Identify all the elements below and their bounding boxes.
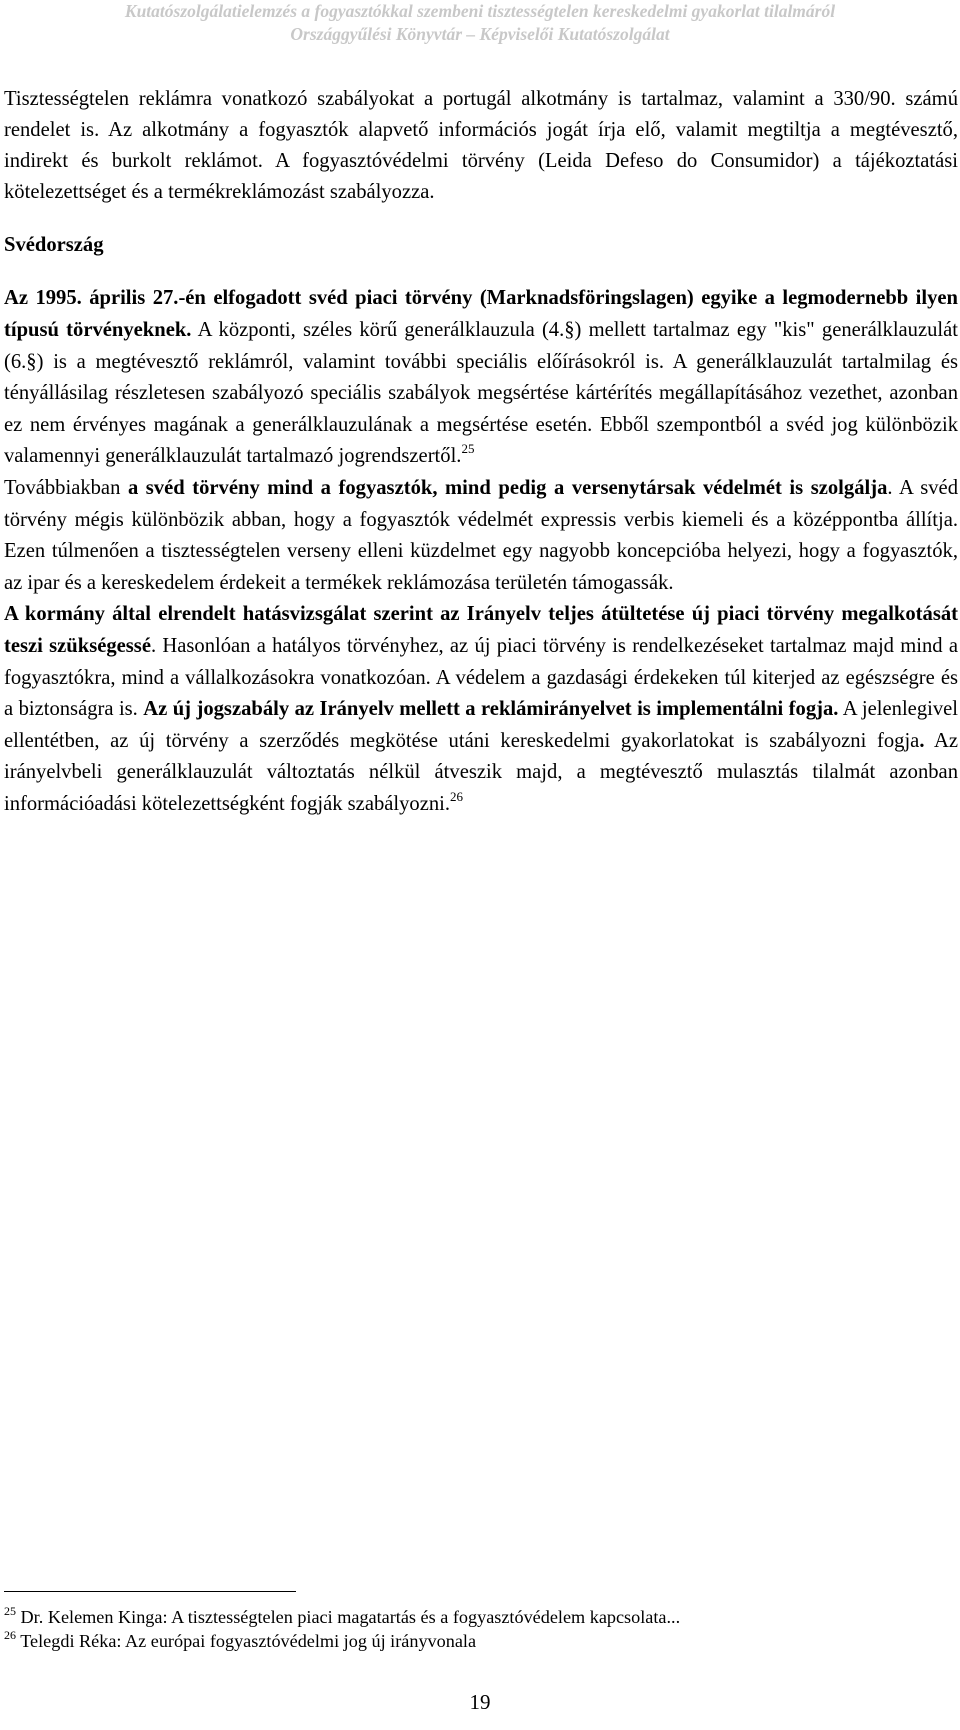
section-heading-sweden: Svédország (4, 234, 104, 257)
footnote-text: Telegdi Réka: Az európai fogyasztóvédelmi jog új irányvonala (16, 1631, 477, 1651)
sweden-p3-bold-1: A kormány által elrendelt hatásvizsgálat szerint az Irányelv teljes átültetése új piaci törvény megalkotását teszi szükségessé (4, 603, 958, 657)
footnotes (4, 1605, 958, 1653)
header-title: Kutatószolgálatielemzés a fogyasztókkal szembeni tisztességtelen kereskedelmi gyakorlat tilalmáról (124, 1, 836, 21)
running-header (0, 0, 960, 46)
header-subtitle: Országgyűlési Könyvtár – Képviselői Kutatószolgálat (290, 24, 670, 44)
sweden-paragraph-1 (4, 283, 958, 473)
sweden-p1-text: A központi, széles körű generálklauzula (4.§) mellett tartalmaz egy "kis" generálklauzulát (6.§) is a megtévesztő reklámról, valamint további speciális előírásokról is. A generálklauzulát tartalmilag és tényállásilag részletesen szabályozó speciális szabályok megsértése kártérítés megállapításához vezethet, azonban ez nem érvényes magának a generálklauzulának a megsértése esetén. Ebből szempontból a svéd jog különbözik valamennyi generálklauzulát tartalmazó jogrendszertől. (4, 319, 959, 468)
footnote-text: Dr. Kelemen Kinga: A tisztességtelen piaci magatartás és a fogyasztóvédelem kapcsolata... (16, 1607, 681, 1627)
sweden-paragraph-3 (4, 599, 958, 820)
footnote-25 (4, 1605, 958, 1629)
footnote-number: 26 (4, 1628, 16, 1642)
sweden-p3-text-1: . Hasonlóan a hatályos törvényhez, az új piaci törvény is rendelkezéseket tartalmaz majd mind a fogyasztókra, mind a vállalkozásokra vonatkozóan. A védelem a gazdasági érdekeken túl kiterjed az egészségre és a biztonságra is. (4, 635, 958, 721)
footnote-separator (4, 1591, 296, 1592)
sweden-p2-lead: Továbbiakban (4, 477, 128, 500)
footnote-number: 25 (4, 1604, 16, 1618)
sweden-p3-text-3: Az irányelvbeli generálklauzulát változtatás nélkül átveszik majd, a megtévesztő mulasztás tilalmát azonban információadási kötelezettségként fogják szabályozni. (4, 729, 959, 815)
portugal-paragraph: Tisztességtelen reklámra vonatkozó szabályokat a portugál alkotmány is tartalmaz, valamint a 330/90. számú rendelet is. Az alkotmány a fogyasztók alapvető információs jogát írja elő, valamit megtiltja a megtévesztő, indirekt és burkolt reklámot. A fogyasztóvédelmi törvény (Leida Defeso do Consumidor) a tájékoztatási kötelezettséget és a termékreklámozást szabályozza. (4, 88, 958, 204)
sweden-paragraph-2 (4, 473, 958, 599)
sweden-p2-bold: a svéd törvény mind a fogyasztók, mind pedig a versenytársak védelmét is szolgálja (127, 477, 888, 500)
sweden-p3-bold-2: Az új jogszabály az Irányelv mellett a reklámirányelvet is implementálni fogja. (143, 698, 839, 721)
page-number: 19 (469, 1690, 491, 1714)
sweden-p2-text: . A svéd törvény mégis különbözik abban, hogy a fogyasztók védelmét expressis verbis kiemeli és a középpontba állítja. Ezen túlmenően a tisztességtelen verseny elleni küzdelmet egy nagyobb koncepcióba helyezi, hogy a fogyasztók, az ipar és a kereskedelem érdekeit a termékek reklámozása területén támogassák. (4, 477, 958, 594)
footnote-ref-26: 26 (450, 788, 464, 804)
sweden-p3-bold-3: . (919, 729, 925, 752)
footnote-26 (4, 1629, 958, 1653)
sweden-law-bold: Az 1995. április 27.-én elfogadott svéd piaci törvény (Marknadsföringslagen) egyike a legmodernebb ilyen típusú törvényeknek. (4, 287, 958, 342)
sweden-p3-text-2: A jelenlegivel ellentétben, az új törvény a szerződés megkötése utáni kereskedelmi gyakorlatokat is szabályozni fogja (4, 698, 958, 752)
footnote-ref-25: 25 (461, 441, 475, 457)
document-body (4, 84, 958, 821)
